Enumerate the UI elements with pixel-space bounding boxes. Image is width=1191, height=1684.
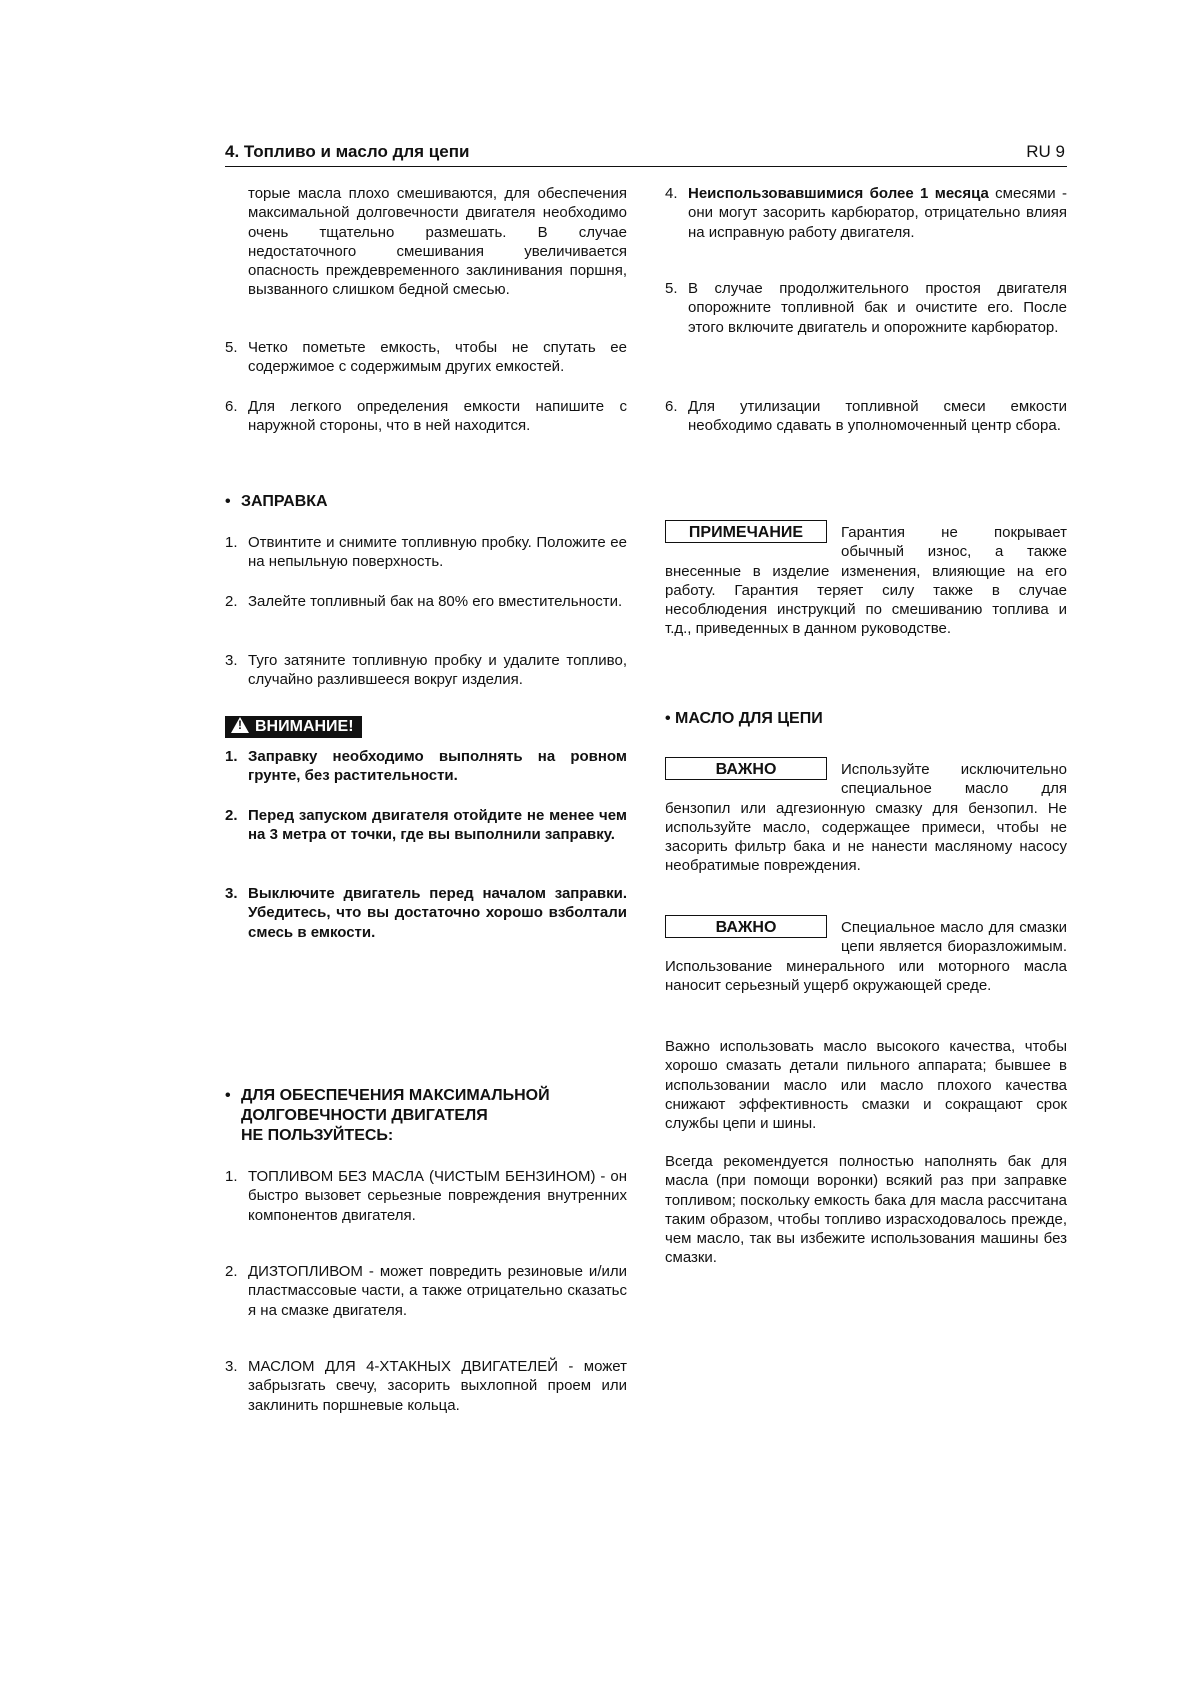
list-item: 5. В случае продолжительного простоя двигателя опорожните топливной бак и очистите его. После этого включите двигатель и опорожните карбюратор. <box>665 280 1067 336</box>
list-item: 3. Туго затяните топливную пробку и удалите топливо, случайно разлившееся вокруг изделия. <box>225 652 627 689</box>
longevity-heading: • ДЛЯ ОБЕСПЕЧЕНИЯ МАКСИМАЛЬНОЙ ДОЛГОВЕЧНОСТИ ДВИГАТЕЛЯ НЕ ПОЛЬЗУЙТЕСЬ: <box>225 1087 550 1144</box>
intro-paragraph: торые масла плохо смешиваются, для обеспечения максимальной долговечности двигателя необходимо очень тщательно размешать. В случае недостаточного смешивания увеличивается опасность преждевременного заклинивания поршня, вызванного слишком бедной смесью. <box>248 185 627 299</box>
oil-quality-paragraph: Важно использовать масло высокого качества, чтобы хорошо смазать детали пильного аппарата; бывшее в использовании масло или масло плохого качества снижают эффективность смазки и сокращают срок службы цепи и шины. <box>665 1038 1067 1133</box>
warning-item: 2. Перед запуском двигателя отойдите не менее чем на 3 метра от точки, где вы выполнили заправку. <box>225 807 627 844</box>
warning-item: 3. Выключите двигатель перед началом заправки. Убедитесь, что вы достаточно хорошо взболтали смесь в емкости. <box>225 885 627 941</box>
section-title: 4. Топливо и масло для цепи <box>225 142 470 161</box>
list-item: 2. ДИЗТОПЛИВОМ - может повредить резиновые и/или пластмассовые части, а также отрицательно сказатьс я на смазке двигателя. <box>225 1263 627 1319</box>
oil-refill-paragraph: Всегда рекомендуется полностью наполнять бак для масла (при помощи воронки) всякий раз при заправке топливом; поскольку емкость бака для масла рассчитана таким образом, чтобы топливо израсходовалось прежде, чем масло, так вы избежите использования машины без смазки. <box>665 1153 1067 1267</box>
list-item: 5. Четко пометьте емкость, чтобы не спутать ее содержимое с содержимым других емкостей. <box>225 339 627 376</box>
page-number: RU 9 <box>1026 142 1065 161</box>
list-item: 6. Для утилизации топливной смеси емкости необходимо сдавать в уполномоченный центр сбора. <box>665 398 1067 435</box>
list-item: 1. Отвинтите и снимите топливную пробку. Положите ее на непыльную поверхность. <box>225 534 627 571</box>
list-item: 3. МАСЛОМ ДЛЯ 4-ХТАКНЫХ ДВИГАТЕЛЕЙ - может забрызгать свечу, засорить выхлопной проем или заклинить поршневые кольца. <box>225 1358 627 1414</box>
warning-icon <box>231 717 249 733</box>
note-label: ПРИМЕЧАНИЕ <box>665 520 827 543</box>
important-block-1: ВАЖНО Используйте исключительно специальное масло для бензопил или адгезионную смазку для бензопил. Не используйте масло, содержащее примеси, чтобы не засорить фильтр бака и не нанести масляному насосу необратимые повреждения. <box>665 760 1067 876</box>
note-block: ПРИМЕЧАНИЕ Гарантия не покрывает обычный износ, а также внесенные в изделие изменения, влияющие на его работу. Гарантия теряет силу также в случае несоблюдения инструкций по смешиванию топлива и т.д., приведенных в данном руководстве. <box>665 523 1067 639</box>
warning-badge: !ВНИМАНИЕ! <box>225 716 362 738</box>
important-label: ВАЖНО <box>665 757 827 780</box>
warning-item: 1. Заправку необходимо выполнять на ровном грунте, без растительности. <box>225 748 627 785</box>
refuel-heading: • ЗАПРАВКА <box>225 493 328 510</box>
important-block-2: ВАЖНО Специальное масло для смазки цепи является биоразложимым. Использование минерального или моторного масла наносит серьезный ущерб окружающей среде. <box>665 918 1067 995</box>
important-label: ВАЖНО <box>665 915 827 938</box>
list-item: 4. Неиспользовавшимися более 1 месяца смесями - они могут засорить карбюратор, отрицательно влияя на исправную работу двигателя. <box>665 185 1067 241</box>
list-item: 6. Для легкого определения емкости напишите с наружной стороны, что в ней находится. <box>225 398 627 435</box>
page-header <box>225 142 1067 167</box>
chain-oil-heading: • МАСЛО ДЛЯ ЦЕПИ <box>665 710 823 727</box>
list-item: 1. ТОПЛИВОМ БЕЗ МАСЛА (ЧИСТЫМ БЕНЗИНОМ) - он быстро вызовет серьезные повреждения внутренних компонентов двигателя. <box>225 1168 627 1224</box>
list-item: 2. Залейте топливный бак на 80% его вместительности. <box>225 593 623 610</box>
